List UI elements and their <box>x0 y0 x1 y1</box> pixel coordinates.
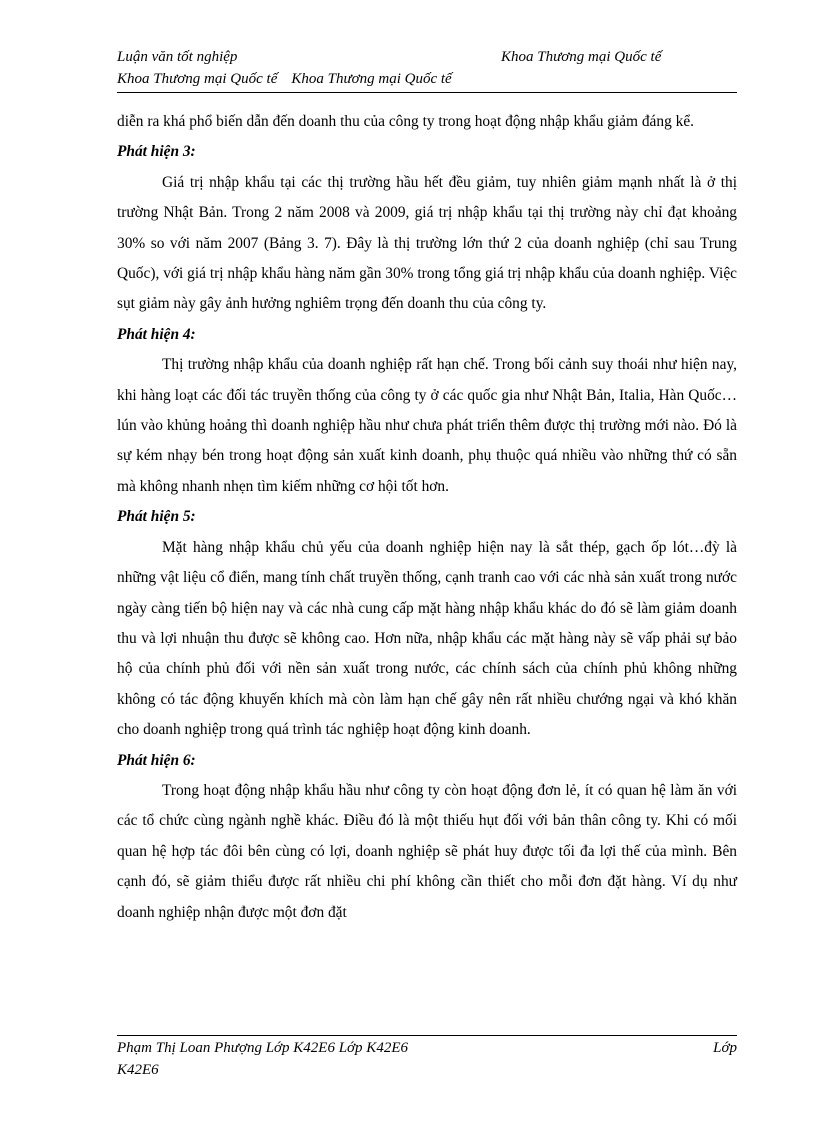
header-row-1 <box>117 46 737 68</box>
footer-divider <box>117 1035 737 1036</box>
section-paragraph-6: Trong hoạt động nhập khẩu hầu như công ty còn hoạt động đơn lẻ, ít có quan hệ làm ăn với các tổ chức cùng ngành nghề khác. Điều đó là một thiếu hụt đối với bản thân công ty. Khi có mối quan hệ hợp tác đôi bên cùng có lợi, doanh nghiệp sẽ phát huy được tối đa lợi thế của mình. Bên cạnh đó, sẽ giảm thiểu được rất nhiều chi phí không cần thiết cho mỗi đơn đặt hàng. Ví dụ như doanh nghiệp nhận được một đơn đặt <box>117 781 737 921</box>
section-paragraph-5: Mặt hàng nhập khẩu chủ yếu của doanh nghiệp hiện nay là sắt thép, gạch ốp lót…đỳ là những vật liệu cổ điển, mang tính chất truyền thống, cạnh tranh cao với các nhà sản xuất trong nước ngày càng tiến bộ hiện nay và các nhà cung cấp mặt hàng nhập khẩu khác do đó sẽ làm giảm doanh thu và lợi nhuận thu được sẽ không cao. Hơn nữa, nhập khẩu các mặt hàng này sẽ vấp phải sự bảo hộ của chính phủ đối với nền sản xuất trong nước, các chính sách của chính phủ không những không có tác động khuyến khích mà còn làm hạn chế gây nên rất nhiều chướng ngại và khó khăn cho doanh nghiệp trong quá trình tác nghiệp hoạt động kinh doanh. <box>117 538 737 739</box>
section-paragraph-3: Giá trị nhập khẩu tại các thị trường hầu hết đều giảm, tuy nhiên giảm mạnh nhất là ở thị trường Nhật Bản. Trong 2 năm 2008 và 2009, giá trị nhập khẩu tại thị trường này chỉ đạt khoảng 30% so với năm 2007 (Bảng 3. 7). Đây là thị trường lớn thứ 2 của doanh nghiệp (chỉ sau Trung Quốc), với giá trị nhập khẩu hàng năm gần 30% trong tổng giá trị nhập khẩu của doanh nghiệp. Việc sụt giảm này gây ảnh hưởng nghiêm trọng đến doanh thu của công ty. <box>117 173 737 313</box>
document-body <box>117 107 737 928</box>
section-heading-3: Phát hiện 3: <box>117 143 196 161</box>
page-footer <box>117 1037 737 1081</box>
footer-author-class: Phạm Thị Loan Phượng Lớp K42E6 Lớp K42E6 <box>117 1040 408 1056</box>
footer-class-label: Lớp <box>713 1040 737 1056</box>
section-paragraph-4: Thị trường nhập khẩu của doanh nghiệp rất hạn chế. Trong bối cảnh suy thoái như hiện nay, khi hàng loạt các đối tác truyền thống của công ty ở các quốc gia như Nhật Bản, Italia, Hàn Quốc…lún vào khủng hoảng thì doanh nghiệp hầu như chưa phát triển thêm được thị trường mới nào. Đó là sự kém nhạy bén trong hoạt động sản xuất kinh doanh, phụ thuộc quá nhiều vào những thứ có sẵn mà không nhanh nhẹn tìm kiếm những cơ hội tốt hơn. <box>117 356 737 495</box>
footer-row-2 <box>117 1059 737 1081</box>
header-faculty-name-3: Khoa Thương mại Quốc tế <box>291 71 452 87</box>
header-faculty-name-2: Khoa Thương mại Quốc tế <box>117 71 278 87</box>
header-faculty-name: Khoa Thương mại Quốc tế <box>501 49 662 65</box>
header-row-2 <box>117 68 737 90</box>
footer-row-1 <box>117 1037 737 1059</box>
section-heading-5: Phát hiện 5: <box>117 508 196 526</box>
header-divider <box>117 92 737 93</box>
page-header <box>117 46 737 90</box>
footer-class-code: K42E6 <box>117 1062 159 1078</box>
section-heading-6: Phát hiện 6: <box>117 751 196 769</box>
intro-paragraph: diễn ra khá phổ biến dẫn đến doanh thu của công ty trong hoạt động nhập khẩu giảm đáng kể. <box>117 113 694 130</box>
header-thesis-title: Luận văn tốt nghiệp <box>117 49 238 65</box>
section-heading-4: Phát hiện 4: <box>117 325 196 343</box>
